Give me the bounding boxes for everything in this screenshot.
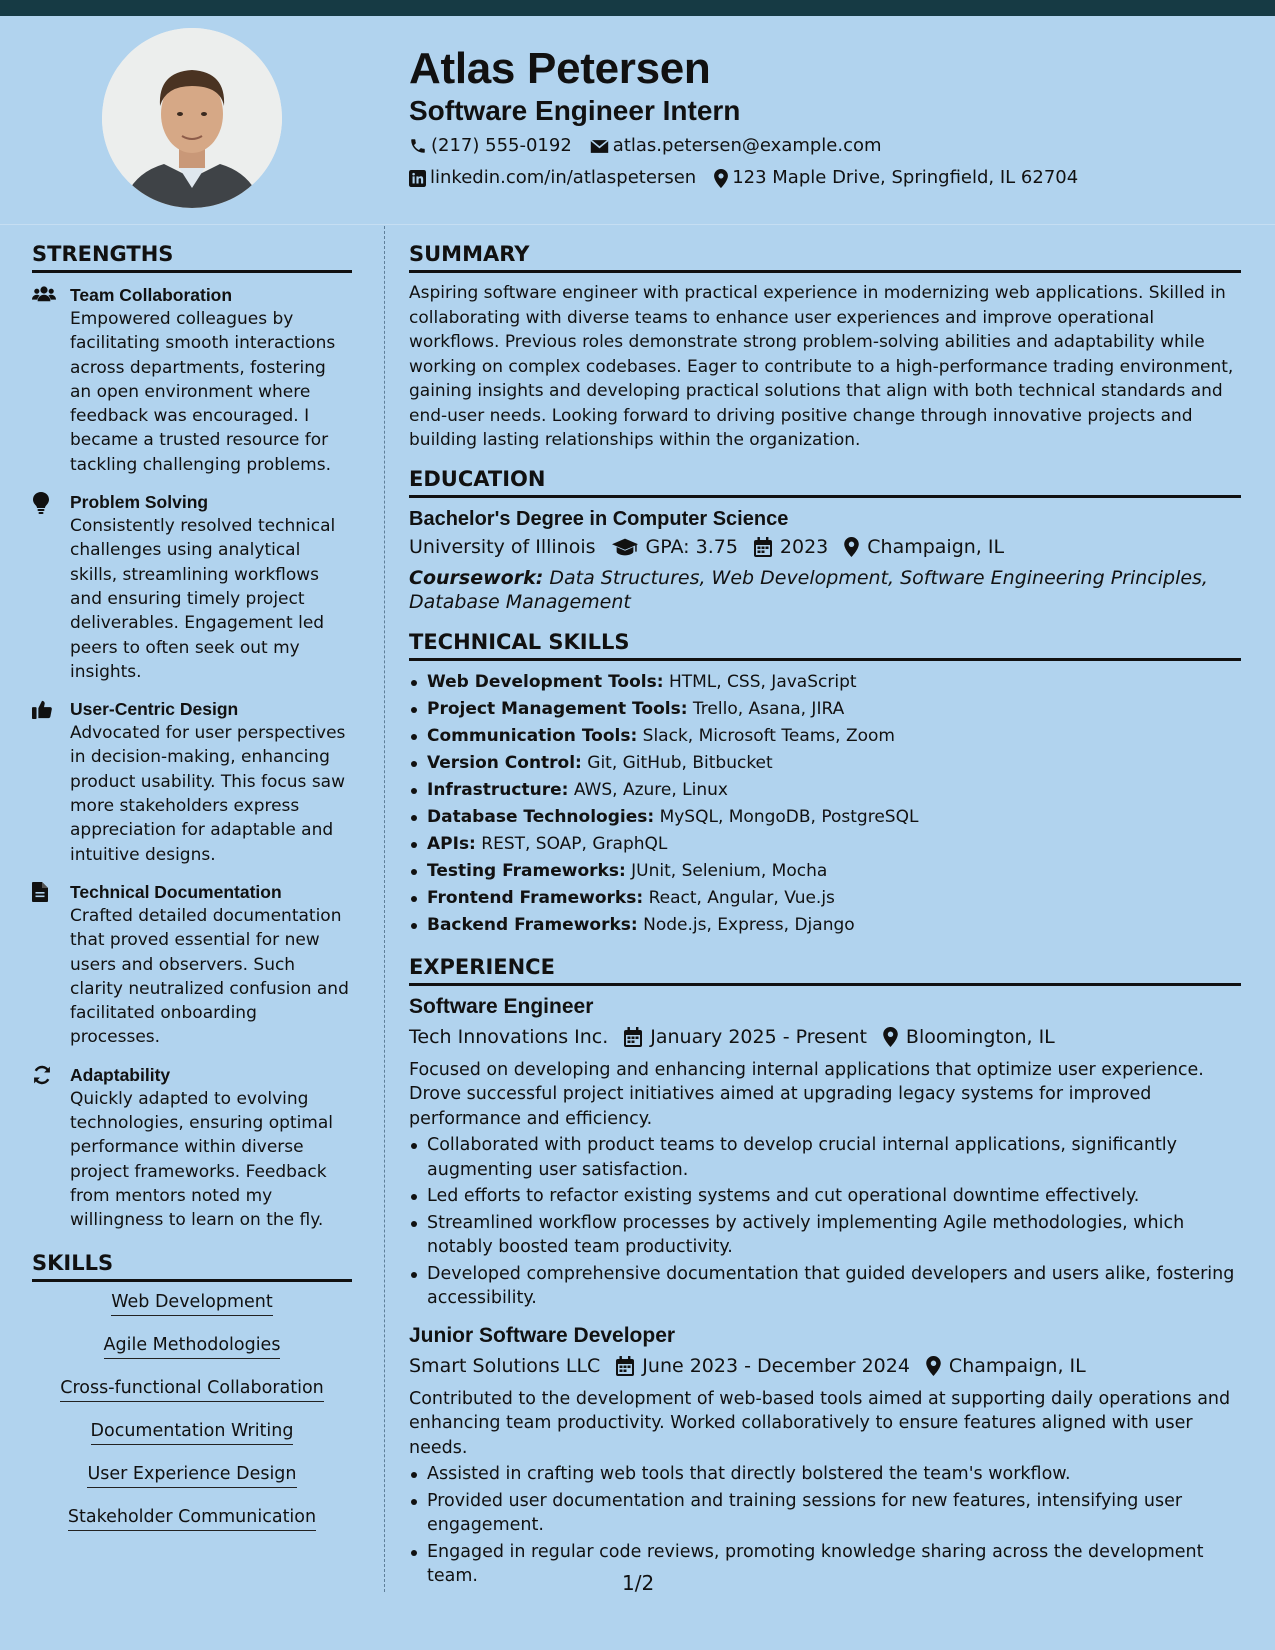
document-icon [32, 882, 48, 902]
list-item [427, 912, 1241, 939]
job-location [883, 1022, 1055, 1052]
strength-item [32, 880, 352, 1050]
header-divider [0, 224, 1275, 225]
gpa [612, 532, 738, 562]
map-pin-icon [883, 1027, 898, 1047]
job-bullets [409, 1133, 1241, 1311]
dates-text: June 2023 - December 2024 [642, 1354, 910, 1377]
job-meta [409, 1351, 1241, 1381]
refresh-icon [32, 1065, 52, 1085]
education-location [844, 532, 1004, 562]
job-bullets [409, 1462, 1241, 1589]
phone-text: (217) 555-0192 [431, 135, 572, 156]
strength-item [32, 283, 352, 477]
list-item: Collaborated with product teams to develop crucial internal applications, significantly augmenting user satisfaction. [427, 1133, 1241, 1182]
skill-values: Git, GitHub, Bitbucket [587, 752, 773, 773]
experience-heading: EXPERIENCE [409, 953, 1241, 986]
skill-category: Version Control: [427, 752, 582, 773]
contact-row-2 [409, 166, 1096, 190]
location-text: Champaign, IL [867, 535, 1005, 558]
list-item: Engaged in regular code reviews, promoting knowledge sharing across the development team. [427, 1540, 1241, 1589]
location-text: Bloomington, IL [905, 1025, 1055, 1048]
calendar-icon [616, 1356, 634, 1376]
school-name: University of Illinois [409, 535, 596, 558]
skill-values: Trello, Asana, JIRA [692, 698, 845, 719]
skill-label: Documentation Writing [91, 1419, 294, 1445]
linkedin-text[interactable]: linkedin.com/in/atlaspetersen [430, 167, 697, 188]
education-meta [409, 532, 1241, 562]
skill-category: APIs: [427, 833, 476, 854]
strength-desc: Crafted detailed documentation that proved essential for new users and observers. Such clarity neutralized confusion and facilitated onboarding processes. [70, 905, 349, 1048]
list-item [427, 885, 1241, 912]
job-dates [624, 1022, 867, 1052]
job-title: Junior Software Developer [409, 1323, 676, 1347]
calendar-icon [624, 1027, 642, 1047]
users-icon [32, 285, 56, 303]
column-divider [384, 226, 385, 1592]
contact-row-1 [409, 134, 900, 158]
lightbulb-icon [32, 492, 50, 514]
map-pin-icon [844, 537, 859, 557]
strength-item [32, 697, 352, 867]
list-item [427, 858, 1241, 885]
job-title: Software Engineer [409, 994, 594, 1018]
job-title-heading: Software Engineer Intern [409, 95, 741, 126]
education-heading: EDUCATION [409, 465, 1241, 498]
contact-email[interactable] [590, 134, 882, 158]
skill-values: React, Angular, Vue.js [648, 887, 835, 908]
profile-photo [102, 28, 282, 208]
strength-title: Technical Documentation [70, 881, 282, 902]
location-text: Champaign, IL [948, 1354, 1086, 1377]
skill-category: Testing Frameworks: [427, 860, 626, 881]
strength-desc: Consistently resolved technical challenges using analytical skills, streamlining workflows and ensuring timely project deliverables. Engagement led peers to often seek out my insights. [70, 516, 336, 682]
skill-item [32, 1333, 352, 1359]
strength-title: Team Collaboration [70, 285, 233, 305]
skill-values: Node.js, Express, Django [643, 914, 855, 935]
graduation-year [754, 532, 828, 562]
year-text: 2023 [779, 535, 829, 558]
summary-heading: SUMMARY [409, 240, 1241, 273]
contact-address [714, 166, 1078, 190]
list-item [427, 669, 1241, 696]
map-pin-icon [926, 1356, 941, 1376]
job-description: Focused on developing and enhancing internal applications that optimize user experience. Drove successful project initiatives aimed at upgrading legacy systems for improved performance and efficiency. [409, 1059, 1204, 1129]
left-column [32, 240, 352, 1548]
strength-desc: Advocated for user perspectives in decision-making, enhancing product usability. This focus saw more stakeholders express appreciation for adaptable and intuitive designs. [70, 723, 346, 865]
list-item [427, 831, 1241, 858]
top-bar [0, 0, 1275, 16]
page-number: 1/2 [622, 1571, 655, 1595]
coursework-label: Coursework: [409, 566, 544, 589]
skill-item [32, 1419, 352, 1445]
thumbs-up-icon [32, 699, 52, 719]
envelope-icon [590, 139, 609, 154]
email-text[interactable]: atlas.petersen@example.com [612, 135, 882, 156]
skill-category: Frontend Frameworks: [427, 887, 644, 908]
company-name: Smart Solutions LLC [409, 1354, 601, 1377]
skill-values: REST, SOAP, GraphQL [481, 833, 668, 854]
technical-skills-heading: TECHNICAL SKILLS [409, 628, 1241, 661]
company-name: Tech Innovations Inc. [409, 1025, 609, 1048]
list-item [427, 777, 1241, 804]
skill-item [32, 1376, 352, 1402]
technical-skills-list [409, 669, 1241, 939]
strength-title: User-Centric Design [70, 699, 239, 720]
strength-title: Adaptability [70, 1064, 171, 1085]
strengths-heading: STRENGTHS [32, 240, 352, 273]
gpa-text: GPA: 3.75 [645, 535, 738, 558]
summary-text: Aspiring software engineer with practical experience in modernizing web applications. Skilled in collaborating with diverse teams to enhance user experiences and improve operational workflows. Previous roles demonstrate strong problem-solving abilities and adaptability while working on complex codebases. Eager to contribute to a high-performance trading environment, gaining insights and developing practical solutions that align with both technical standards and end-user needs. Looking forward to driving positive change through innovative projects and building lasting relationships within the organization. [409, 283, 1234, 450]
strength-desc: Empowered colleagues by facilitating smooth interactions across departments, fostering an open environment where feedback was encouraged. I became a trusted resource for tackling challenging problems. [70, 309, 336, 475]
list-item [427, 750, 1241, 777]
skills-heading: SKILLS [32, 1249, 352, 1282]
skill-values: JUnit, Selenium, Mocha [631, 860, 828, 881]
skill-values: AWS, Azure, Linux [573, 779, 728, 800]
strength-desc: Quickly adapted to evolving technologies, ensuring optimal performance within diverse project frameworks. Feedback from mentors noted my willingness to learn on the fly. [70, 1088, 334, 1231]
calendar-icon [754, 537, 772, 557]
strength-item [32, 490, 352, 684]
list-item [427, 723, 1241, 750]
job-meta [409, 1022, 1241, 1052]
list-item [427, 804, 1241, 831]
skill-category: Project Management Tools: [427, 698, 688, 719]
contact-linkedin[interactable] [409, 166, 696, 190]
skill-item [32, 1505, 352, 1531]
coursework [409, 566, 1241, 614]
list-item: Led efforts to refactor existing systems and cut operational downtime effectively. [427, 1184, 1241, 1209]
skill-label: Agile Methodologies [104, 1333, 281, 1359]
list-item: Provided user documentation and training sessions for new features, intensifying user engagement. [427, 1489, 1241, 1538]
skill-values: Slack, Microsoft Teams, Zoom [642, 725, 895, 746]
skill-category: Communication Tools: [427, 725, 638, 746]
list-item: Developed comprehensive documentation that guided developers and users alike, fostering accessibility. [427, 1262, 1241, 1311]
skill-item [32, 1290, 352, 1316]
skill-label: Web Development [111, 1290, 273, 1316]
skill-category: Database Technologies: [427, 806, 655, 827]
contact-phone [409, 134, 572, 158]
list-item [427, 696, 1241, 723]
skill-category: Web Development Tools: [427, 671, 664, 692]
skill-category: Infrastructure: [427, 779, 569, 800]
candidate-name: Atlas Petersen [409, 44, 711, 93]
map-pin-icon [714, 169, 728, 188]
skill-values: MySQL, MongoDB, PostgreSQL [659, 806, 919, 827]
coursework-text: Data Structures, Web Development, Software Engineering Principles, Database Management [409, 566, 1208, 613]
job-location [926, 1351, 1086, 1381]
skill-item [32, 1462, 352, 1488]
graduation-cap-icon [612, 538, 638, 556]
job-dates [616, 1351, 910, 1381]
skill-category: Backend Frameworks: [427, 914, 638, 935]
linkedin-icon [409, 170, 426, 187]
degree-title: Bachelor's Degree in Computer Science [409, 507, 789, 530]
strength-item [32, 1063, 352, 1233]
job-description: Contributed to the development of web-based tools aimed at supporting daily operations and enhancing team productivity. Worked collaboratively to ensure features aligned with user needs. [409, 1388, 1231, 1458]
list-item: Streamlined workflow processes by actively implementing Agile methodologies, which notably boosted team productivity. [427, 1211, 1241, 1260]
skill-values: HTML, CSS, JavaScript [668, 671, 857, 692]
strength-title: Problem Solving [70, 492, 209, 513]
dates-text: January 2025 - Present [650, 1025, 867, 1048]
address-text: 123 Maple Drive, Springfield, IL 62704 [732, 167, 1079, 188]
skill-label: Stakeholder Communication [68, 1505, 316, 1531]
list-item: Assisted in crafting web tools that directly bolstered the team's workflow. [427, 1462, 1241, 1487]
phone-icon [409, 137, 427, 155]
skill-label: User Experience Design [87, 1462, 296, 1488]
skill-label: Cross-functional Collaboration [60, 1376, 324, 1402]
right-column [409, 240, 1241, 1591]
